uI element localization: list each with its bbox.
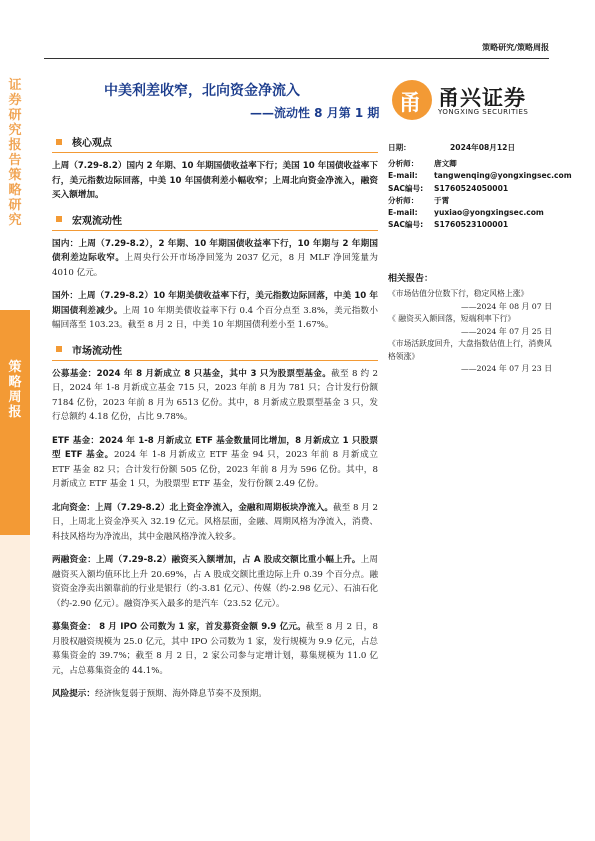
- macro-domestic-paragraph: 国内：上周（7.29-8.2），2 年期、10 年期国债收益率下行，10 年期与 2 年期国债利差边际收窄。上周央行公开市场净回笼为 2037 亿元，8 月 MLF 净回笼量为 4010 亿元。: [52, 238, 378, 278]
- sidebar-report-type: 证券研究报告 策略研究: [8, 78, 22, 228]
- related-reports: [388, 271, 552, 376]
- section-market-heading: 市场流动性: [52, 342, 378, 357]
- bullet-square-icon: [56, 216, 62, 222]
- report-subtitle: ——流动性 8 月第 1 期: [250, 106, 380, 120]
- bullet-square-icon: [56, 139, 62, 145]
- market-fund-paragraph: 公募基金：2024 年 8 月新成立 8 只基金，其中 3 只为股票型基金。截至 8 约 2 日，2024 年 1-8 月新成立基金 715 只，2023 年前 8 月为 781 只；合计发行份额 7184 亿份，2023 年前 8 月为 6513 亿份。其中，8 月新成立股票型基金 3 只，发行总额约 4.18 亿份，占比 9.78%。: [52, 368, 378, 422]
- related-report-link[interactable]: 《 融资买入额回落，短端利率下行》: [388, 314, 516, 324]
- market-etf-paragraph: ETF 基金：2024 年 1-8 月新成立 ETF 基金数量同比增加，8 月新成立 1 只股票型 ETF 基金。2024 年 1-8 月新成立 ETF 基金 94 只，2023 年前 8 月新成立 ETF 基金 82 只；合计发行份额 505 亿份，2023 年前 8 月为 596 亿份。其中，8 月新成立 ETF 基金 1 只，为股票型 ETF 基金，发行份额 2.49 亿份。: [52, 435, 378, 489]
- sidebar-bottom-band: [0, 535, 30, 841]
- market-northbound-paragraph: 北向资金：上周（7.29-8.2）北上资金净流入，金融和周期板块净流入。截至 8 月 2 日，上周北上资金净买入 32.19 亿元。风格层面，金融、周期风格为净流入，消费、科技风格均为净流出，其中金融风格净流入较多。: [52, 502, 378, 542]
- core-paragraph: 上周（7.29-8.2）国内 2 年期、10 年期国债收益率下行；美国 10 年国债收益率下行，美元指数边际回落，中美 10 年国债利差小幅收窄；上周北向资金净流入，融资买入额增加。: [52, 161, 378, 200]
- related-report-date: ——2024 年 08 月 07 日: [460, 301, 552, 311]
- section-core-heading: 核心观点: [52, 134, 378, 149]
- sidebar-weekly-label: 策略周报: [8, 360, 22, 420]
- report-category: 策略研究/策略周报: [482, 43, 549, 52]
- related-report-link[interactable]: 《市场估值分位数下行，稳定风格上涨》: [388, 289, 529, 299]
- market-margin-paragraph: 两融资金：上周（7.29-8.2）融资买入额增加，占 A 股成交额比重小幅上升。上周融资买入额均值环比上升 20.69%，占 A 股成交额比重边际上升 0.39 个百分点。融资资金净卖出额靠前的行业是银行（约-3.81 亿元）、传媒（约-2.98 亿元）、石油石化（约-2.90 亿元）。融资净买入最多的是汽车（23.52 亿元）。: [52, 555, 378, 609]
- analyst-email-link[interactable]: tangwenqing@yongxingsec.com: [434, 171, 572, 181]
- risk-warning: 风险提示：经济恢复弱于预期、海外降息节奏不及预期。: [52, 689, 267, 699]
- header-divider: [44, 58, 549, 59]
- analyst-sac-row: SAC编号: S1760523100001: [388, 220, 509, 230]
- report-title: 中美利差收窄，北向资金净流入: [104, 83, 300, 99]
- report-date-row: 日期： 2024年08月12日: [388, 142, 552, 154]
- info-panel: [388, 142, 572, 376]
- analyst-email-row: E-mail: yuxiao@yongxingsec.com: [388, 207, 552, 219]
- sidebar-orange-band: [0, 310, 30, 535]
- report-date: 2024年08月12日: [450, 143, 516, 152]
- related-reports-title: 相关报告：: [388, 274, 434, 285]
- section-macro-heading: 宏观流动性: [52, 212, 378, 227]
- section-divider: [52, 152, 378, 153]
- analyst-name-row: 分析师： 唐文卿: [388, 159, 457, 169]
- section-divider: [52, 360, 378, 361]
- related-report-date: ——2024 年 07 月 25 日: [460, 326, 552, 336]
- bullet-square-icon: [56, 346, 62, 352]
- left-sidebar: [0, 0, 30, 841]
- analyst-name-row: 分析师： 于霄: [388, 195, 450, 205]
- related-report-link[interactable]: 《市场活跃度回升，大盘指数估值上行，消费风格领涨》: [388, 339, 552, 361]
- analyst-email-link[interactable]: yuxiao@yongxingsec.com: [434, 208, 544, 218]
- analyst-email-row: E-mail: tangwenqing@yongxingsec.com: [388, 170, 552, 182]
- logo-name-cn: 甬兴证券: [438, 86, 526, 110]
- company-logo: [392, 80, 552, 120]
- related-report-date: ——2024 年 07 月 23 日: [460, 364, 552, 374]
- main-content: [52, 126, 378, 701]
- logo-glyph: 甬: [399, 91, 422, 116]
- logo-name-en: YONGXING SECURITIES: [438, 108, 529, 116]
- section-divider: [52, 230, 378, 231]
- market-raising-paragraph: 募集资金： 8 月 IPO 公司数为 1 家，首发募资金额 9.9 亿元。截至 8 月 2 日，8 月股权融资规模为 25.0 亿元，其中 IPO 公司数为 1 家，发行规模为 9.9 亿元，占总募集资金的 39.7%；截至 8 月 2 日，2 家公司参与定增计划，募集规模为 11.0 亿元，占总募集资金的 44.1%。: [52, 622, 378, 676]
- analyst-sac-row: SAC编号: S1760524050001: [388, 183, 509, 193]
- macro-foreign-paragraph: 国外：上周（7.29-8.2）10 年期美债收益率下行，美元指数边际回落，中美 10 年期国债利差减少。上周 10 年期美债收益率下行 0.4 个百分点至 3.8%，美元指数小幅回落至 103.23。截至 8 月 2 日，中美 10 年期国债利差小至 1.67%。: [52, 291, 378, 330]
